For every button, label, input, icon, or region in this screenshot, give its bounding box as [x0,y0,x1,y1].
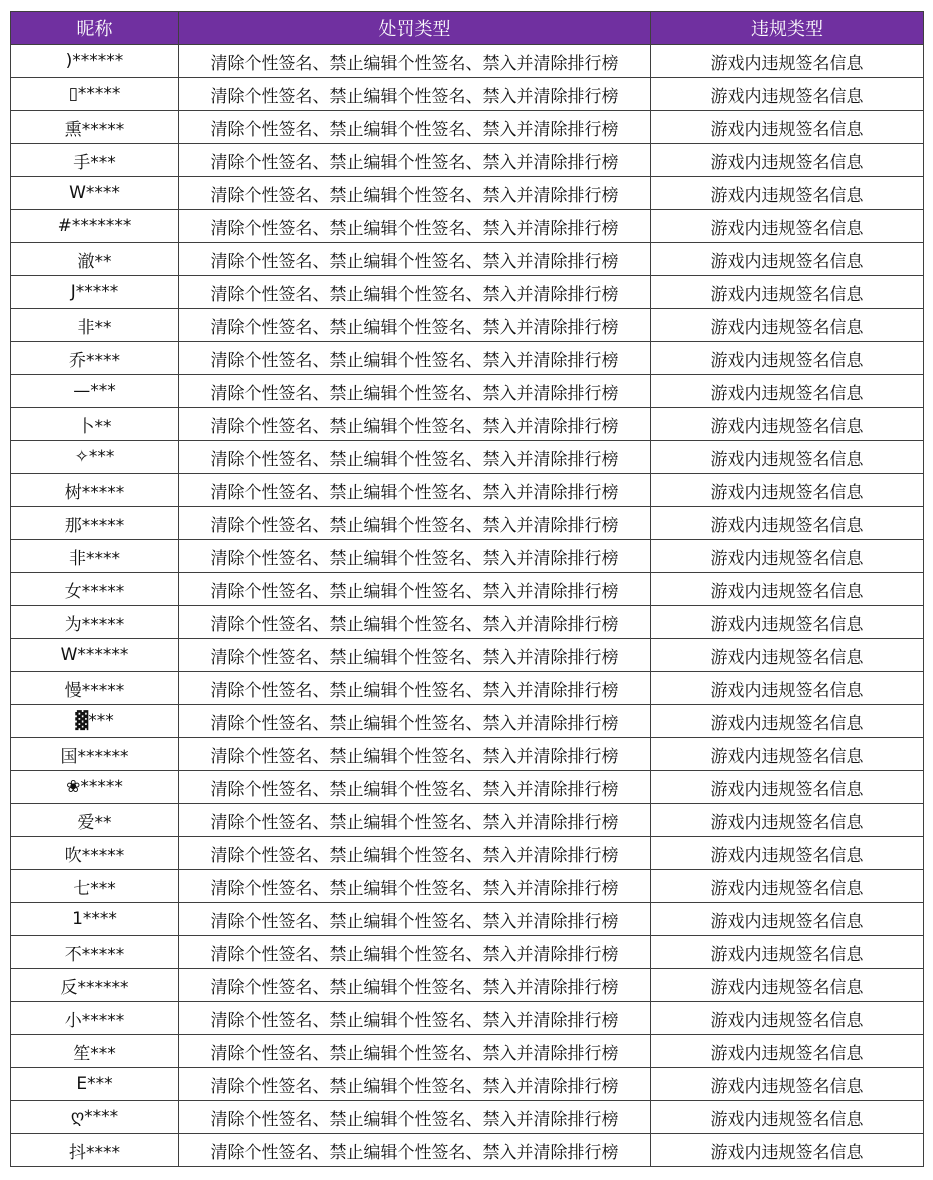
table-row [11,408,924,441]
cell-violation-type: 游戏内违规签名信息 [651,276,924,309]
table-row [11,210,924,243]
cell-nickname: )****** [11,45,179,78]
cell-nickname: 女***** [11,573,179,606]
cell-penalty-type: 清除个性签名、禁止编辑个性签名、禁入并清除排行榜 [179,408,651,441]
cell-violation-type: 游戏内违规签名信息 [651,309,924,342]
table-row [11,276,924,309]
cell-violation-type: 游戏内违规签名信息 [651,1002,924,1035]
cell-violation-type: 游戏内违规签名信息 [651,210,924,243]
cell-nickname: ▓*** [11,705,179,738]
cell-nickname: 熏***** [11,111,179,144]
cell-nickname: 抖**** [11,1134,179,1167]
cell-violation-type: 游戏内违规签名信息 [651,243,924,276]
table-row [11,243,924,276]
table-row [11,573,924,606]
cell-nickname: W****** [11,639,179,672]
table-row [11,672,924,705]
table-row [11,1002,924,1035]
cell-nickname: 爱** [11,804,179,837]
cell-violation-type: 游戏内违规签名信息 [651,474,924,507]
cell-penalty-type: 清除个性签名、禁止编辑个性签名、禁入并清除排行榜 [179,111,651,144]
cell-violation-type: 游戏内违规签名信息 [651,177,924,210]
cell-nickname: ✧*** [11,441,179,474]
cell-penalty-type: 清除个性签名、禁止编辑个性签名、禁入并清除排行榜 [179,309,651,342]
table-row [11,375,924,408]
table-row [11,936,924,969]
table-row [11,771,924,804]
table-row [11,111,924,144]
table-row [11,903,924,936]
cell-penalty-type: 清除个性签名、禁止编辑个性签名、禁入并清除排行榜 [179,342,651,375]
cell-nickname: W**** [11,177,179,210]
cell-violation-type: 游戏内违规签名信息 [651,1035,924,1068]
table-row [11,1134,924,1167]
table-row [11,45,924,78]
cell-penalty-type: 清除个性签名、禁止编辑个性签名、禁入并清除排行榜 [179,705,651,738]
cell-penalty-type: 清除个性签名、禁止编辑个性签名、禁入并清除排行榜 [179,936,651,969]
cell-violation-type: 游戏内违规签名信息 [651,639,924,672]
table-row [11,1035,924,1068]
table-row [11,309,924,342]
cell-penalty-type: 清除个性签名、禁止编辑个性签名、禁入并清除排行榜 [179,1068,651,1101]
cell-penalty-type: 清除个性签名、禁止编辑个性签名、禁入并清除排行榜 [179,573,651,606]
cell-nickname: ღ**** [11,1101,179,1134]
cell-violation-type: 游戏内违规签名信息 [651,1101,924,1134]
cell-nickname: E*** [11,1068,179,1101]
cell-violation-type: 游戏内违规签名信息 [651,804,924,837]
cell-nickname: 乔**** [11,342,179,375]
table-row [11,342,924,375]
table-row [11,639,924,672]
cell-nickname: 反****** [11,969,179,1002]
cell-penalty-type: 清除个性签名、禁止编辑个性签名、禁入并清除排行榜 [179,870,651,903]
cell-penalty-type: 清除个性签名、禁止编辑个性签名、禁入并清除排行榜 [179,177,651,210]
cell-nickname: 1**** [11,903,179,936]
cell-penalty-type: 清除个性签名、禁止编辑个性签名、禁入并清除排行榜 [179,243,651,276]
cell-nickname: ▯***** [11,78,179,111]
column-header-nickname: 昵称 [11,12,179,45]
table-header-row [11,12,924,45]
table-row [11,177,924,210]
cell-nickname: #******* [11,210,179,243]
penalty-table-container [10,11,923,1167]
cell-penalty-type: 清除个性签名、禁止编辑个性签名、禁入并清除排行榜 [179,210,651,243]
cell-violation-type: 游戏内违规签名信息 [651,606,924,639]
table-row [11,969,924,1002]
cell-violation-type: 游戏内违规签名信息 [651,408,924,441]
cell-penalty-type: 清除个性签名、禁止编辑个性签名、禁入并清除排行榜 [179,45,651,78]
cell-penalty-type: 清除个性签名、禁止编辑个性签名、禁入并清除排行榜 [179,441,651,474]
table-row [11,1101,924,1134]
cell-violation-type: 游戏内违规签名信息 [651,1134,924,1167]
cell-nickname: 为***** [11,606,179,639]
table-row [11,1068,924,1101]
penalty-table [10,11,924,1167]
cell-violation-type: 游戏内违规签名信息 [651,45,924,78]
cell-violation-type: 游戏内违规签名信息 [651,507,924,540]
cell-nickname: 七*** [11,870,179,903]
cell-penalty-type: 清除个性签名、禁止编辑个性签名、禁入并清除排行榜 [179,1134,651,1167]
cell-penalty-type: 清除个性签名、禁止编辑个性签名、禁入并清除排行榜 [179,507,651,540]
cell-nickname: 吹***** [11,837,179,870]
cell-penalty-type: 清除个性签名、禁止编辑个性签名、禁入并清除排行榜 [179,474,651,507]
cell-penalty-type: 清除个性签名、禁止编辑个性签名、禁入并清除排行榜 [179,837,651,870]
cell-violation-type: 游戏内违规签名信息 [651,870,924,903]
cell-violation-type: 游戏内违规签名信息 [651,111,924,144]
cell-violation-type: 游戏内违规签名信息 [651,936,924,969]
cell-violation-type: 游戏内违规签名信息 [651,342,924,375]
cell-violation-type: 游戏内违规签名信息 [651,1068,924,1101]
cell-violation-type: 游戏内违规签名信息 [651,705,924,738]
cell-nickname: 那***** [11,507,179,540]
cell-violation-type: 游戏内违规签名信息 [651,771,924,804]
cell-penalty-type: 清除个性签名、禁止编辑个性签名、禁入并清除排行榜 [179,969,651,1002]
table-row [11,540,924,573]
table-body [11,45,924,1167]
cell-nickname: 国****** [11,738,179,771]
cell-violation-type: 游戏内违规签名信息 [651,78,924,111]
cell-penalty-type: 清除个性签名、禁止编辑个性签名、禁入并清除排行榜 [179,144,651,177]
cell-violation-type: 游戏内违规签名信息 [651,738,924,771]
cell-penalty-type: 清除个性签名、禁止编辑个性签名、禁入并清除排行榜 [179,1035,651,1068]
table-row [11,870,924,903]
cell-nickname: 笙*** [11,1035,179,1068]
cell-nickname: 不***** [11,936,179,969]
cell-penalty-type: 清除个性签名、禁止编辑个性签名、禁入并清除排行榜 [179,672,651,705]
table-row [11,738,924,771]
table-row [11,507,924,540]
cell-nickname: 卜** [11,408,179,441]
cell-nickname: 手*** [11,144,179,177]
cell-penalty-type: 清除个性签名、禁止编辑个性签名、禁入并清除排行榜 [179,738,651,771]
cell-penalty-type: 清除个性签名、禁止编辑个性签名、禁入并清除排行榜 [179,771,651,804]
cell-nickname: 慢***** [11,672,179,705]
table-row [11,705,924,738]
cell-violation-type: 游戏内违规签名信息 [651,672,924,705]
cell-penalty-type: 清除个性签名、禁止编辑个性签名、禁入并清除排行榜 [179,903,651,936]
cell-penalty-type: 清除个性签名、禁止编辑个性签名、禁入并清除排行榜 [179,540,651,573]
cell-nickname: 小***** [11,1002,179,1035]
cell-violation-type: 游戏内违规签名信息 [651,969,924,1002]
cell-penalty-type: 清除个性签名、禁止编辑个性签名、禁入并清除排行榜 [179,1101,651,1134]
cell-nickname: 非**** [11,540,179,573]
cell-violation-type: 游戏内违规签名信息 [651,903,924,936]
cell-penalty-type: 清除个性签名、禁止编辑个性签名、禁入并清除排行榜 [179,276,651,309]
cell-violation-type: 游戏内违规签名信息 [651,540,924,573]
cell-violation-type: 游戏内违规签名信息 [651,375,924,408]
cell-nickname: 非** [11,309,179,342]
column-header-violation-type: 违规类型 [651,12,924,45]
cell-penalty-type: 清除个性签名、禁止编辑个性签名、禁入并清除排行榜 [179,639,651,672]
cell-violation-type: 游戏内违规签名信息 [651,441,924,474]
table-row [11,804,924,837]
cell-penalty-type: 清除个性签名、禁止编辑个性签名、禁入并清除排行榜 [179,606,651,639]
table-row [11,441,924,474]
column-header-penalty-type: 处罚类型 [179,12,651,45]
table-row [11,606,924,639]
cell-nickname: J***** [11,276,179,309]
cell-penalty-type: 清除个性签名、禁止编辑个性签名、禁入并清除排行榜 [179,78,651,111]
cell-violation-type: 游戏内违规签名信息 [651,144,924,177]
cell-violation-type: 游戏内违规签名信息 [651,837,924,870]
cell-nickname: ❀***** [11,771,179,804]
cell-penalty-type: 清除个性签名、禁止编辑个性签名、禁入并清除排行榜 [179,375,651,408]
cell-nickname: 树***** [11,474,179,507]
cell-nickname: —*** [11,375,179,408]
cell-penalty-type: 清除个性签名、禁止编辑个性签名、禁入并清除排行榜 [179,804,651,837]
table-row [11,78,924,111]
cell-penalty-type: 清除个性签名、禁止编辑个性签名、禁入并清除排行榜 [179,1002,651,1035]
table-row [11,144,924,177]
cell-nickname: 澈** [11,243,179,276]
table-row [11,474,924,507]
cell-violation-type: 游戏内违规签名信息 [651,573,924,606]
table-row [11,837,924,870]
